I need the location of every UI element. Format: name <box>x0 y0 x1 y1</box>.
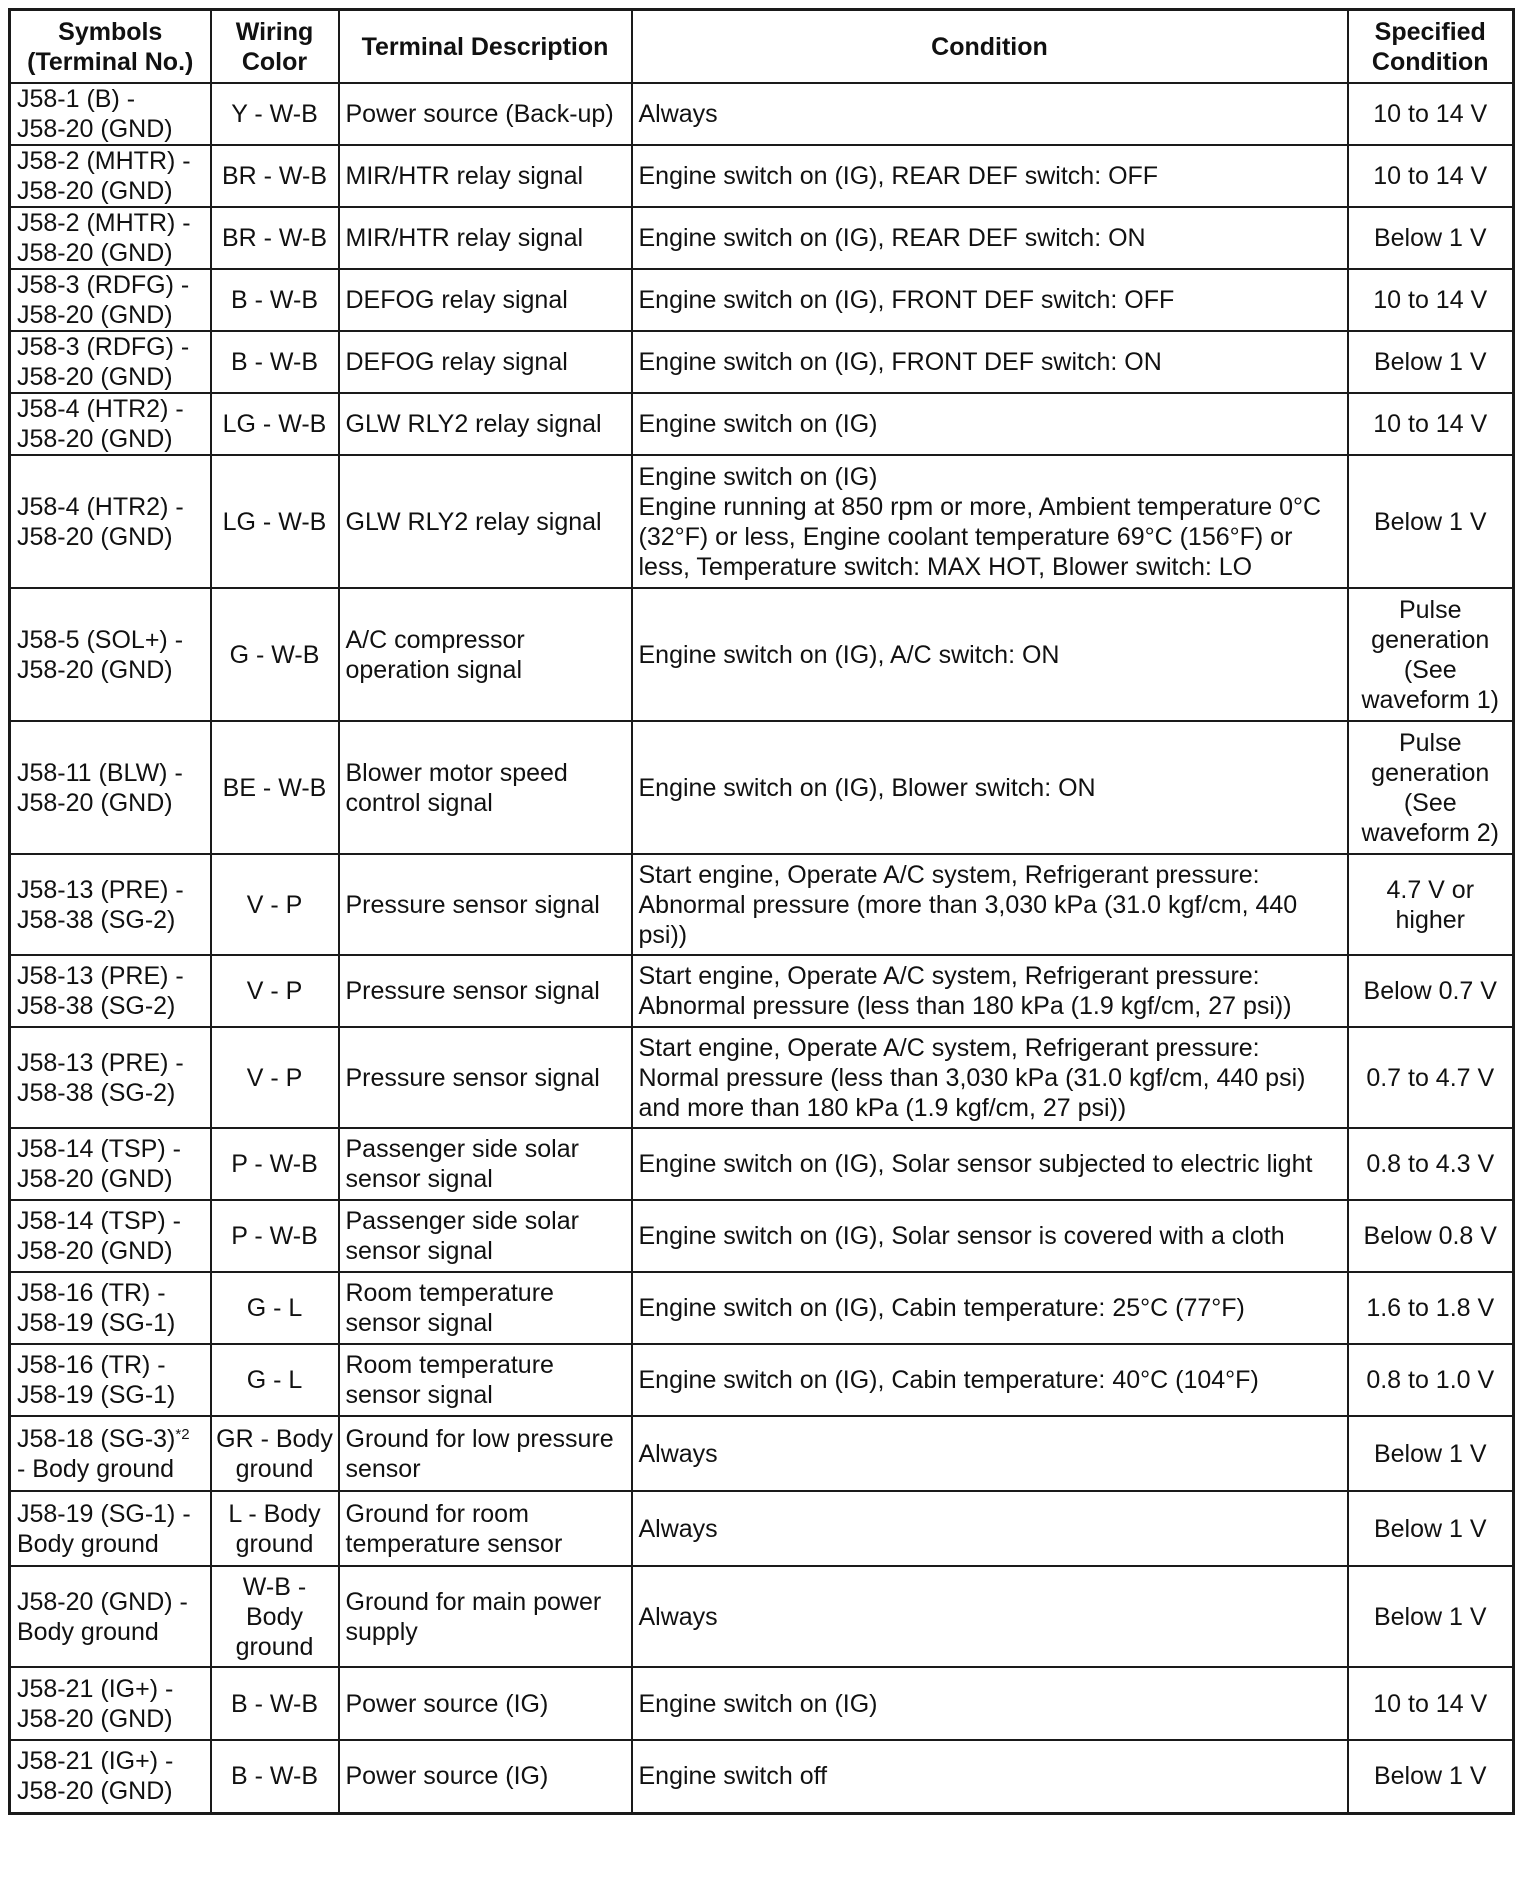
cell-specified: Below 0.8 V <box>1348 1200 1514 1272</box>
terminal-table-container <box>8 8 1515 1815</box>
cell-wiring-color: V - P <box>211 854 339 955</box>
cell-description: Passenger side solar sensor signal <box>339 1128 632 1200</box>
cell-condition: Engine switch on (IG), FRONT DEF switch: OFF <box>632 269 1348 331</box>
cell-condition: Engine switch on (IG) <box>632 1667 1348 1740</box>
cell-symbols: J58-21 (IG+) - J58-20 (GND) <box>10 1740 211 1813</box>
terminal-table <box>8 8 1515 1815</box>
cell-wiring-color: Y - W-B <box>211 83 339 145</box>
table-row <box>10 1566 1514 1667</box>
cell-symbols: J58-3 (RDFG) - J58-20 (GND) <box>10 269 211 331</box>
cell-description: Passenger side solar sensor signal <box>339 1200 632 1272</box>
cell-condition: Engine switch on (IG), Blower switch: ON <box>632 721 1348 854</box>
cell-specified: Below 1 V <box>1348 331 1514 393</box>
cell-condition: Engine switch on (IG), REAR DEF switch: OFF <box>632 145 1348 207</box>
cell-description: DEFOG relay signal <box>339 331 632 393</box>
table-row <box>10 83 1514 145</box>
cell-symbols: J58-20 (GND) - Body ground <box>10 1566 211 1667</box>
table-row <box>10 1272 1514 1344</box>
table-row <box>10 393 1514 455</box>
cell-description: Pressure sensor signal <box>339 854 632 955</box>
cell-specified: 0.8 to 4.3 V <box>1348 1128 1514 1200</box>
cell-specified: Below 1 V <box>1348 1740 1514 1813</box>
cell-symbols: J58-16 (TR) - J58-19 (SG-1) <box>10 1272 211 1344</box>
cell-specified: 1.6 to 1.8 V <box>1348 1272 1514 1344</box>
cell-condition: Engine switch on (IG), A/C switch: ON <box>632 588 1348 721</box>
cell-wiring-color: B - W-B <box>211 269 339 331</box>
cell-specified: Below 0.7 V <box>1348 955 1514 1027</box>
table-row <box>10 1128 1514 1200</box>
cell-wiring-color: V - P <box>211 1027 339 1128</box>
header-terminal-description: Terminal Description <box>339 10 632 84</box>
cell-symbols: J58-18 $(SG-3)^{*2}$ - Body ground <box>10 1416 211 1491</box>
table-row <box>10 1491 1514 1566</box>
header-row <box>10 10 1514 84</box>
cell-specified: Below 1 V <box>1348 455 1514 588</box>
cell-symbols: J58-13 (PRE) - J58-38 (SG-2) <box>10 1027 211 1128</box>
cell-condition: Engine switch on (IG), FRONT DEF switch: ON <box>632 331 1348 393</box>
cell-specified: 10 to 14 V <box>1348 83 1514 145</box>
cell-condition: Engine switch on (IG) Engine running at 850 rpm or more, Ambient temperature 0°C (32°F) or less, Engine coolant temperature 69°C (156°F) or less, Temperature switch: MAX HOT, Blower switch: LO <box>632 455 1348 588</box>
cell-specified: 0.7 to 4.7 V <box>1348 1027 1514 1128</box>
cell-condition: Engine switch on (IG), REAR DEF switch: ON <box>632 207 1348 269</box>
table-row <box>10 1027 1514 1128</box>
cell-condition: Start engine, Operate A/C system, Refrigerant pressure: Abnormal pressure (less than 180 kPa (1.9 kgf/cm, 27 psi)) <box>632 955 1348 1027</box>
table-row <box>10 721 1514 854</box>
cell-symbols: J58-1 (B) - J58-20 (GND) <box>10 83 211 145</box>
cell-specified: Below 1 V <box>1348 207 1514 269</box>
cell-wiring-color: GR - Body ground <box>211 1416 339 1491</box>
table-row <box>10 145 1514 207</box>
cell-specified: 10 to 14 V <box>1348 393 1514 455</box>
cell-symbols: J58-2 (MHTR) - J58-20 (GND) <box>10 207 211 269</box>
cell-condition: Engine switch on (IG), Solar sensor is covered with a cloth <box>632 1200 1348 1272</box>
cell-condition: Engine switch on (IG), Cabin temperature: 40°C (104°F) <box>632 1344 1348 1416</box>
cell-description: Room temperature sensor signal <box>339 1344 632 1416</box>
cell-wiring-color: P - W-B <box>211 1200 339 1272</box>
table-row <box>10 1200 1514 1272</box>
cell-wiring-color: BR - W-B <box>211 145 339 207</box>
header-wiring-color: Wiring Color <box>211 10 339 84</box>
table-row <box>10 269 1514 331</box>
cell-symbols: J58-3 (RDFG) - J58-20 (GND) <box>10 331 211 393</box>
cell-description: Pressure sensor signal <box>339 1027 632 1128</box>
cell-specified: 4.7 V or higher <box>1348 854 1514 955</box>
cell-symbols: J58-2 (MHTR) - J58-20 (GND) <box>10 145 211 207</box>
cell-condition: Engine switch on (IG), Solar sensor subjected to electric light <box>632 1128 1348 1200</box>
cell-wiring-color: L - Body ground <box>211 1491 339 1566</box>
cell-symbols: J58-13 (PRE) - J58-38 (SG-2) <box>10 854 211 955</box>
cell-symbols: J58-16 (TR) - J58-19 (SG-1) <box>10 1344 211 1416</box>
header-specified-condition: Specified Condition <box>1348 10 1514 84</box>
cell-specified: 10 to 14 V <box>1348 269 1514 331</box>
cell-description: Ground for room temperature sensor <box>339 1491 632 1566</box>
cell-wiring-color: B - W-B <box>211 1740 339 1813</box>
cell-condition: Engine switch on (IG), Cabin temperature: 25°C (77°F) <box>632 1272 1348 1344</box>
cell-condition: Always <box>632 1566 1348 1667</box>
table-row <box>10 1344 1514 1416</box>
cell-symbols: J58-11 (BLW) - J58-20 (GND) <box>10 721 211 854</box>
cell-description: Ground for main power supply <box>339 1566 632 1667</box>
cell-condition: Start engine, Operate A/C system, Refrigerant pressure: Abnormal pressure (more than 3,030 kPa (31.0 kgf/cm, 440 psi)) <box>632 854 1348 955</box>
cell-wiring-color: LG - W-B <box>211 393 339 455</box>
cell-specified: 10 to 14 V <box>1348 1667 1514 1740</box>
cell-symbols: J58-19 (SG-1) - Body ground <box>10 1491 211 1566</box>
cell-description: GLW RLY2 relay signal <box>339 455 632 588</box>
cell-specified: 0.8 to 1.0 V <box>1348 1344 1514 1416</box>
table-row <box>10 1667 1514 1740</box>
table-row <box>10 207 1514 269</box>
cell-specified: Below 1 V <box>1348 1491 1514 1566</box>
cell-wiring-color: B - W-B <box>211 331 339 393</box>
cell-wiring-color: P - W-B <box>211 1128 339 1200</box>
cell-symbols: J58-4 (HTR2) - J58-20 (GND) <box>10 393 211 455</box>
cell-description: MIR/HTR relay signal <box>339 207 632 269</box>
cell-wiring-color: G - W-B <box>211 588 339 721</box>
cell-condition: Engine switch on (IG) <box>632 393 1348 455</box>
cell-description: MIR/HTR relay signal <box>339 145 632 207</box>
table-row <box>10 854 1514 955</box>
header-symbols: Symbols (Terminal No.) <box>10 10 211 84</box>
cell-wiring-color: LG - W-B <box>211 455 339 588</box>
cell-description: A/C compressor operation signal <box>339 588 632 721</box>
cell-condition: Always <box>632 1416 1348 1491</box>
table-row <box>10 588 1514 721</box>
table-row <box>10 455 1514 588</box>
cell-condition: Start engine, Operate A/C system, Refrigerant pressure: Normal pressure (less than 3,030 kPa (31.0 kgf/cm, 440 psi) and more than 180 kPa (1.9 kgf/cm, 27 psi)) <box>632 1027 1348 1128</box>
cell-symbols: J58-4 (HTR2) - J58-20 (GND) <box>10 455 211 588</box>
table-row <box>10 955 1514 1027</box>
header-condition: Condition <box>632 10 1348 84</box>
cell-description: Ground for low pressure sensor <box>339 1416 632 1491</box>
cell-condition: Engine switch off <box>632 1740 1348 1813</box>
cell-wiring-color: V - P <box>211 955 339 1027</box>
cell-description: Power source (Back-up) <box>339 83 632 145</box>
cell-wiring-color: BE - W-B <box>211 721 339 854</box>
cell-description: Pressure sensor signal <box>339 955 632 1027</box>
cell-symbols: J58-14 (TSP) - J58-20 (GND) <box>10 1128 211 1200</box>
table-row <box>10 331 1514 393</box>
cell-specified: Pulse generation (See waveform 1) <box>1348 588 1514 721</box>
cell-wiring-color: B - W-B <box>211 1667 339 1740</box>
cell-specified: Pulse generation (See waveform 2) <box>1348 721 1514 854</box>
cell-wiring-color: G - L <box>211 1344 339 1416</box>
cell-symbols: J58-21 (IG+) - J58-20 (GND) <box>10 1667 211 1740</box>
cell-specified: Below 1 V <box>1348 1566 1514 1667</box>
cell-wiring-color: BR - W-B <box>211 207 339 269</box>
cell-specified: Below 1 V <box>1348 1416 1514 1491</box>
cell-description: GLW RLY2 relay signal <box>339 393 632 455</box>
cell-symbols: J58-14 (TSP) - J58-20 (GND) <box>10 1200 211 1272</box>
table-row <box>10 1740 1514 1813</box>
cell-description: Power source (IG) <box>339 1667 632 1740</box>
cell-description: Room temperature sensor signal <box>339 1272 632 1344</box>
cell-specified: 10 to 14 V <box>1348 145 1514 207</box>
cell-symbols: J58-13 (PRE) - J58-38 (SG-2) <box>10 955 211 1027</box>
cell-wiring-color: G - L <box>211 1272 339 1344</box>
cell-condition: Always <box>632 1491 1348 1566</box>
footnote-marker: *2 <box>175 1425 190 1443</box>
table-row <box>10 1416 1514 1491</box>
cell-symbols: J58-5 (SOL+) - J58-20 (GND) <box>10 588 211 721</box>
cell-description: Power source (IG) <box>339 1740 632 1813</box>
cell-condition: Always <box>632 83 1348 145</box>
cell-description: DEFOG relay signal <box>339 269 632 331</box>
cell-wiring-color: W-B - Body ground <box>211 1566 339 1667</box>
cell-description: Blower motor speed control signal <box>339 721 632 854</box>
